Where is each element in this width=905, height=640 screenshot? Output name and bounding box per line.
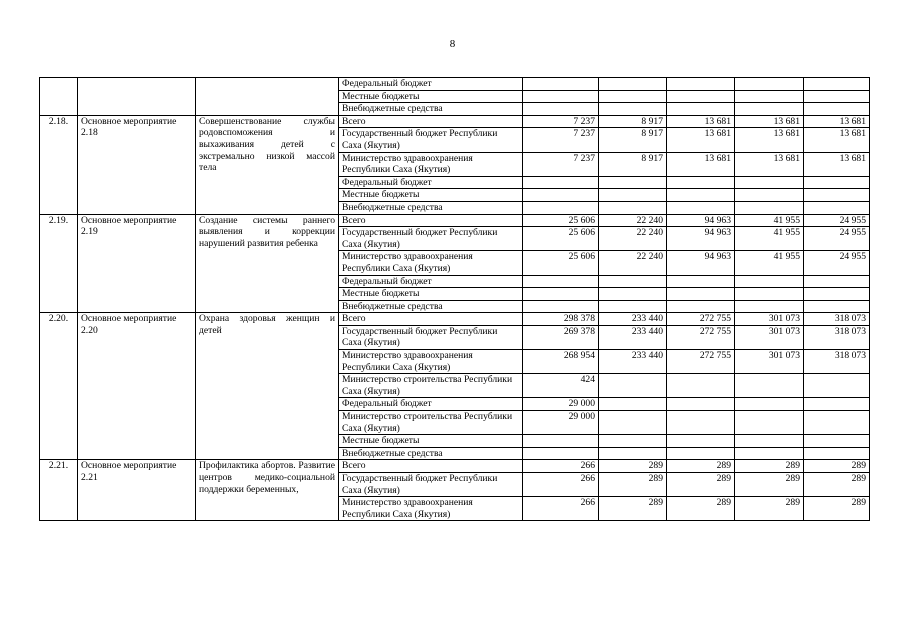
year-value-cell bbox=[667, 300, 735, 313]
year-value-cell bbox=[804, 90, 870, 103]
year-value-cell bbox=[735, 189, 804, 202]
funding-source-cell: Всего bbox=[339, 115, 523, 128]
year-value-cell bbox=[523, 201, 599, 214]
funding-source-cell: Федеральный бюджет bbox=[339, 398, 523, 411]
funding-source-cell: Всего bbox=[339, 460, 523, 473]
activity-goal-cell bbox=[196, 78, 339, 116]
year-value-cell bbox=[667, 176, 735, 189]
year-value-cell bbox=[667, 78, 735, 91]
year-value-cell bbox=[804, 78, 870, 91]
year-value-cell: 289 bbox=[599, 473, 667, 497]
funding-source-cell: Государственный бюджет Республики Саха (Якутия) bbox=[339, 227, 523, 251]
year-value-cell: 8 917 bbox=[599, 128, 667, 152]
year-value-cell: 268 954 bbox=[523, 350, 599, 374]
year-value-cell bbox=[735, 447, 804, 460]
activity-goal-cell: Охрана здоровья женщин и детей bbox=[196, 313, 339, 460]
year-value-cell: 233 440 bbox=[599, 350, 667, 374]
year-value-cell: 13 681 bbox=[804, 115, 870, 128]
year-value-cell bbox=[599, 300, 667, 313]
year-value-cell: 289 bbox=[667, 473, 735, 497]
page-number: 8 bbox=[449, 38, 456, 50]
year-value-cell: 233 440 bbox=[599, 313, 667, 326]
year-value-cell bbox=[804, 447, 870, 460]
year-value-cell bbox=[735, 300, 804, 313]
year-value-cell: 318 073 bbox=[804, 313, 870, 326]
activity-goal-cell: Профилактика абортов. Развитие центров медико-социальной поддержки беременных, bbox=[196, 460, 339, 521]
funding-source-cell: Министерство здравоохранения Республики Саха (Якутия) bbox=[339, 350, 523, 374]
year-value-cell: 24 955 bbox=[804, 214, 870, 227]
year-value-cell bbox=[804, 103, 870, 116]
year-value-cell bbox=[599, 288, 667, 301]
year-value-cell: 272 755 bbox=[667, 313, 735, 326]
year-value-cell: 266 bbox=[523, 473, 599, 497]
year-value-cell bbox=[735, 103, 804, 116]
activity-code-cell: 2.18. bbox=[40, 115, 78, 214]
year-value-cell: 289 bbox=[599, 460, 667, 473]
funding-source-cell: Местные бюджеты bbox=[339, 288, 523, 301]
year-value-cell bbox=[523, 90, 599, 103]
year-value-cell bbox=[523, 447, 599, 460]
year-value-cell bbox=[599, 275, 667, 288]
year-value-cell bbox=[599, 201, 667, 214]
year-value-cell bbox=[523, 275, 599, 288]
funding-source-cell: Государственный бюджет Республики Саха (Якутия) bbox=[339, 128, 523, 152]
year-value-cell: 94 963 bbox=[667, 214, 735, 227]
year-value-cell: 272 755 bbox=[667, 350, 735, 374]
year-value-cell bbox=[523, 300, 599, 313]
year-value-cell: 266 bbox=[523, 460, 599, 473]
year-value-cell: 272 755 bbox=[667, 325, 735, 349]
year-value-cell: 266 bbox=[523, 497, 599, 521]
year-value-cell: 29 000 bbox=[523, 398, 599, 411]
year-value-cell bbox=[804, 374, 870, 398]
year-value-cell bbox=[599, 447, 667, 460]
year-value-cell bbox=[599, 176, 667, 189]
funding-source-cell: Внебюджетные средства bbox=[339, 103, 523, 116]
year-value-cell: 22 240 bbox=[599, 227, 667, 251]
year-value-cell: 301 073 bbox=[735, 350, 804, 374]
year-value-cell bbox=[599, 189, 667, 202]
year-value-cell: 25 606 bbox=[523, 227, 599, 251]
funding-source-cell: Министерство здравоохранения Республики Саха (Якутия) bbox=[339, 152, 523, 176]
year-value-cell: 424 bbox=[523, 374, 599, 398]
year-value-cell: 7 237 bbox=[523, 115, 599, 128]
year-value-cell bbox=[804, 300, 870, 313]
funding-source-cell: Министерство здравоохранения Республики Саха (Якутия) bbox=[339, 251, 523, 275]
year-value-cell: 13 681 bbox=[667, 115, 735, 128]
activity-name-cell bbox=[78, 78, 196, 116]
year-value-cell bbox=[667, 398, 735, 411]
year-value-cell bbox=[523, 435, 599, 448]
year-value-cell: 13 681 bbox=[667, 128, 735, 152]
year-value-cell bbox=[667, 103, 735, 116]
year-value-cell: 94 963 bbox=[667, 251, 735, 275]
funding-source-cell: Федеральный бюджет bbox=[339, 176, 523, 189]
year-value-cell bbox=[735, 374, 804, 398]
year-value-cell: 289 bbox=[667, 497, 735, 521]
year-value-cell: 22 240 bbox=[599, 214, 667, 227]
budget-table-body bbox=[40, 78, 870, 521]
year-value-cell bbox=[735, 176, 804, 189]
year-value-cell bbox=[735, 398, 804, 411]
year-value-cell bbox=[667, 288, 735, 301]
year-value-cell: 24 955 bbox=[804, 251, 870, 275]
year-value-cell bbox=[804, 411, 870, 435]
year-value-cell: 8 917 bbox=[599, 115, 667, 128]
year-value-cell: 13 681 bbox=[667, 152, 735, 176]
year-value-cell: 25 606 bbox=[523, 214, 599, 227]
year-value-cell: 22 240 bbox=[599, 251, 667, 275]
year-value-cell bbox=[735, 78, 804, 91]
table-row bbox=[40, 78, 870, 91]
year-value-cell bbox=[667, 189, 735, 202]
activity-code-cell: 2.19. bbox=[40, 214, 78, 313]
year-value-cell bbox=[667, 90, 735, 103]
funding-source-cell: Министерство строительства Республики Саха (Якутия) bbox=[339, 374, 523, 398]
year-value-cell: 24 955 bbox=[804, 227, 870, 251]
year-value-cell bbox=[804, 288, 870, 301]
table-row bbox=[40, 214, 870, 227]
year-value-cell bbox=[599, 374, 667, 398]
year-value-cell: 41 955 bbox=[735, 214, 804, 227]
year-value-cell: 94 963 bbox=[667, 227, 735, 251]
activity-goal-cell: Создание системы раннего выявления и коррекции нарушений развития ребенка bbox=[196, 214, 339, 313]
year-value-cell: 301 073 bbox=[735, 313, 804, 326]
year-value-cell: 289 bbox=[667, 460, 735, 473]
year-value-cell: 8 917 bbox=[599, 152, 667, 176]
year-value-cell bbox=[599, 103, 667, 116]
year-value-cell: 233 440 bbox=[599, 325, 667, 349]
funding-source-cell: Государственный бюджет Республики Саха (Якутия) bbox=[339, 325, 523, 349]
year-value-cell: 13 681 bbox=[804, 128, 870, 152]
year-value-cell bbox=[804, 275, 870, 288]
activity-code-cell: 2.21. bbox=[40, 460, 78, 521]
activity-name-cell: Основное мероприятие 2.18 bbox=[78, 115, 196, 214]
activity-goal-cell: Совершенствование службы родовспоможения и выхаживания детей с экстремально низкой массой тела bbox=[196, 115, 339, 214]
year-value-cell bbox=[735, 201, 804, 214]
funding-source-cell: Внебюджетные средства bbox=[339, 447, 523, 460]
funding-source-cell: Министерство здравоохранения Республики Саха (Якутия) bbox=[339, 497, 523, 521]
year-value-cell: 13 681 bbox=[735, 128, 804, 152]
activity-name-cell: Основное мероприятие 2.19 bbox=[78, 214, 196, 313]
budget-table bbox=[39, 77, 870, 521]
year-value-cell bbox=[667, 411, 735, 435]
funding-source-cell: Местные бюджеты bbox=[339, 435, 523, 448]
year-value-cell bbox=[523, 103, 599, 116]
funding-source-cell: Всего bbox=[339, 214, 523, 227]
table-row bbox=[40, 115, 870, 128]
funding-source-cell: Местные бюджеты bbox=[339, 90, 523, 103]
year-value-cell bbox=[667, 201, 735, 214]
year-value-cell bbox=[735, 411, 804, 435]
year-value-cell: 289 bbox=[804, 497, 870, 521]
activity-name-cell: Основное мероприятие 2.20 bbox=[78, 313, 196, 460]
table-row bbox=[40, 313, 870, 326]
year-value-cell bbox=[523, 78, 599, 91]
year-value-cell bbox=[523, 288, 599, 301]
year-value-cell bbox=[804, 189, 870, 202]
funding-source-cell: Государственный бюджет Республики Саха (Якутия) bbox=[339, 473, 523, 497]
year-value-cell bbox=[804, 176, 870, 189]
year-value-cell bbox=[735, 90, 804, 103]
year-value-cell: 289 bbox=[735, 497, 804, 521]
year-value-cell bbox=[599, 78, 667, 91]
year-value-cell bbox=[735, 275, 804, 288]
table-row bbox=[40, 460, 870, 473]
year-value-cell: 25 606 bbox=[523, 251, 599, 275]
year-value-cell: 289 bbox=[804, 473, 870, 497]
year-value-cell: 289 bbox=[804, 460, 870, 473]
activity-code-cell: 2.20. bbox=[40, 313, 78, 460]
year-value-cell: 289 bbox=[599, 497, 667, 521]
year-value-cell: 29 000 bbox=[523, 411, 599, 435]
year-value-cell: 13 681 bbox=[735, 115, 804, 128]
year-value-cell: 298 378 bbox=[523, 313, 599, 326]
funding-source-cell: Федеральный бюджет bbox=[339, 78, 523, 91]
year-value-cell: 13 681 bbox=[735, 152, 804, 176]
year-value-cell: 318 073 bbox=[804, 325, 870, 349]
year-value-cell bbox=[599, 398, 667, 411]
year-value-cell bbox=[667, 275, 735, 288]
year-value-cell bbox=[523, 176, 599, 189]
year-value-cell: 318 073 bbox=[804, 350, 870, 374]
year-value-cell: 289 bbox=[735, 473, 804, 497]
year-value-cell: 41 955 bbox=[735, 227, 804, 251]
year-value-cell bbox=[523, 189, 599, 202]
year-value-cell: 13 681 bbox=[804, 152, 870, 176]
year-value-cell bbox=[735, 288, 804, 301]
year-value-cell bbox=[599, 90, 667, 103]
funding-source-cell: Внебюджетные средства bbox=[339, 300, 523, 313]
year-value-cell bbox=[804, 435, 870, 448]
year-value-cell bbox=[735, 435, 804, 448]
year-value-cell bbox=[667, 374, 735, 398]
year-value-cell bbox=[804, 398, 870, 411]
year-value-cell: 41 955 bbox=[735, 251, 804, 275]
year-value-cell: 269 378 bbox=[523, 325, 599, 349]
year-value-cell bbox=[667, 435, 735, 448]
year-value-cell bbox=[667, 447, 735, 460]
funding-source-cell: Министерство строительства Республики Саха (Якутия) bbox=[339, 411, 523, 435]
year-value-cell bbox=[804, 201, 870, 214]
year-value-cell: 289 bbox=[735, 460, 804, 473]
code-cell bbox=[40, 78, 78, 116]
year-value-cell bbox=[599, 411, 667, 435]
activity-name-cell: Основное мероприятие 2.21 bbox=[78, 460, 196, 521]
year-value-cell: 7 237 bbox=[523, 152, 599, 176]
funding-source-cell: Местные бюджеты bbox=[339, 189, 523, 202]
year-value-cell: 301 073 bbox=[735, 325, 804, 349]
funding-source-cell: Внебюджетные средства bbox=[339, 201, 523, 214]
funding-source-cell: Федеральный бюджет bbox=[339, 275, 523, 288]
year-value-cell: 7 237 bbox=[523, 128, 599, 152]
year-value-cell bbox=[599, 435, 667, 448]
funding-source-cell: Всего bbox=[339, 313, 523, 326]
